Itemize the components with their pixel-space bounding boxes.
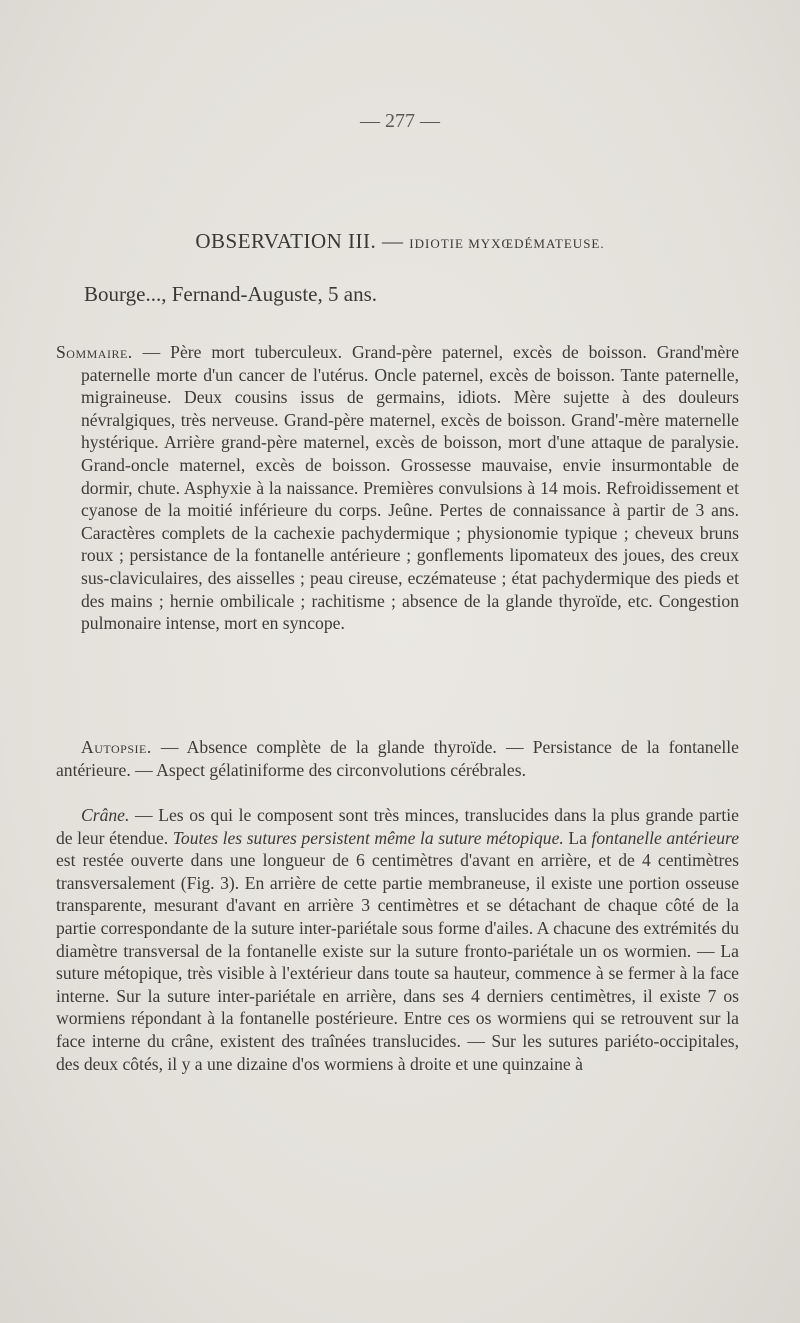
crane-label: Crâne. — [81, 805, 130, 825]
autopsie-text: — Absence complète de la glande thyroïde. — Persistance de la fontanelle antérieure. — Aspect gélatiniforme des circonvolutions cérébrales. — [56, 737, 739, 780]
observation-title: OBSERVATION III. — — [195, 229, 404, 253]
crane-paragraph — [56, 804, 739, 1075]
sommaire-label: Sommaire. — [56, 342, 133, 362]
page-number: — 277 — — [360, 110, 440, 132]
crane-text-2: La — [563, 827, 592, 848]
sommaire-paragraph — [56, 341, 739, 635]
crane-italic-1: Toutes les sutures persistent même la suture métopique. — [172, 827, 564, 848]
autopsie-label: Autopsie. — [81, 737, 152, 757]
crane-text-1: — Les os qui le composent sont très minces, translucides dans la plus grande partie de leur étendue. — [56, 805, 739, 848]
observation-heading — [0, 229, 800, 254]
observation-subtitle: IDIOTIE MYXŒDÉMATEUSE. — [409, 236, 605, 251]
crane-text-3: est restée ouverte dans une longueur de 6 centimètres d'avant en arrière, et de 4 centimètres transversalement (Fig. 3). En arrière de cette partie membraneuse, il existe une portion osseuse transparente, mesurant d'avant en arrière 3 centimètres et se détachant de chaque côté de la partie correspondante de la suture inter-pariétale sous forme d'ailes. A chacune des extrémités du diamètre transversal de la fontanelle existe sur la suture fronto-pariétale un os wormien. — La suture métopique, très visible à l'extérieur dans toute sa hauteur, commence à se fermer à la face interne. Sur la suture inter-pariétale en arrière, dans ses 4 derniers centimètres, il existe 7 os wormiens répondant à la fontanelle postérieure. Entre ces os wormiens qui se retrouvent sur la face interne du crâne, existent des traînées translucides. — Sur les sutures pariéto-occipitales, des deux côtés, il y a une dizaine d'os wormiens à droite et une quinzaine à — [56, 850, 739, 1074]
autopsie-paragraph — [56, 736, 739, 781]
crane-italic-2: fontanelle antérieure — [591, 827, 740, 848]
sommaire-text: — Père mort tuberculeux. Grand-père paternel, excès de boisson. Grand'mère paternelle morte d'un cancer de l'utérus. Oncle paternel, excès de boisson. Tante paternelle, migraineuse. Deux cousins issus de germains, idiots. Mère sujette à des douleurs névralgiques, très nerveuse. Grand-père maternel, excès de boisson. Grand'-mère maternelle hystérique. Arrière grand-père maternel, excès de boisson, mort d'une attaque de paralysie. Grand-oncle maternel, excès de boisson. Grossesse mauvaise, envie insurmontable de dormir, chute. Asphyxie à la naissance. Premières convulsions à 14 mois. Refroidissement et cyanose de la moitié inférieure du corps. Jeûne. Pertes de connaissance à partir de 3 ans. Caractères complets de la cachexie pachydermique ; physionomie typique ; cheveux bruns roux ; persistance de la fontanelle antérieure ; gonflements lipomateux des joues, des creux sus-claviculaires, des aisselles ; peau cireuse, eczémateuse ; état pachydermique des pieds et des mains ; hernie ombilicale ; rachitisme ; absence de la glande thyroïde, etc. Congestion pulmonaire intense, mort en syncope. — [81, 342, 739, 634]
patient-name: Bourge..., Fernand-Auguste, 5 ans. — [84, 282, 377, 306]
